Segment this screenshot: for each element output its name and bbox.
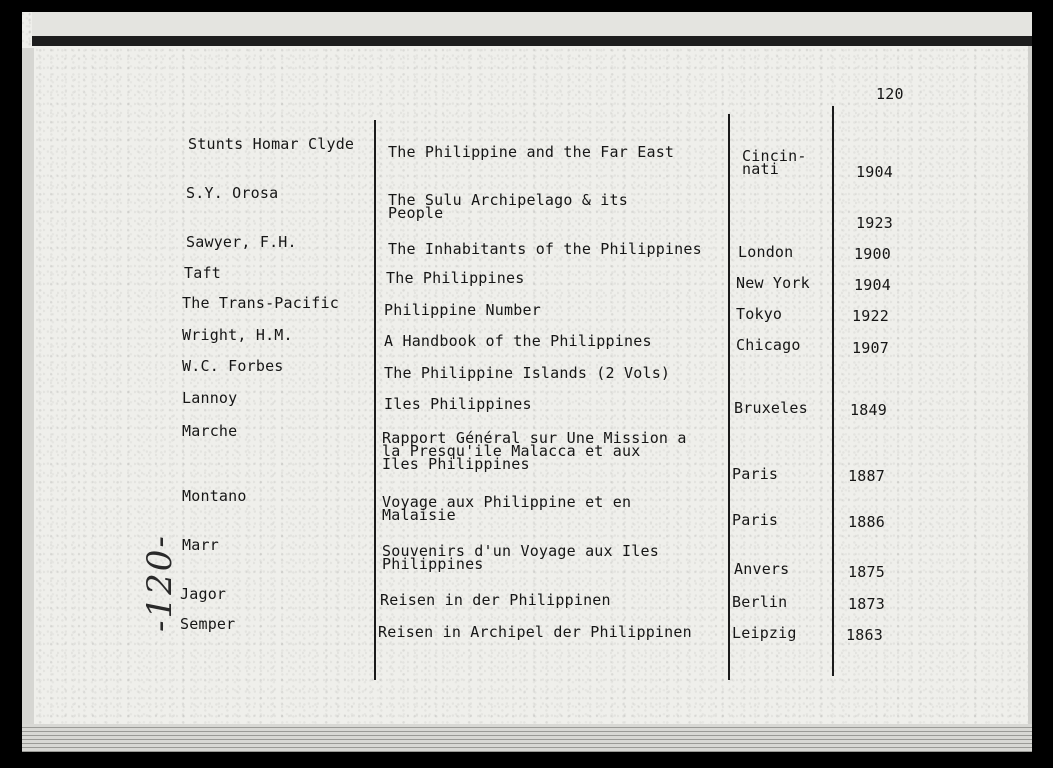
page-bottom-edge (22, 724, 1032, 752)
place-cell: Cincin- nati (742, 147, 807, 178)
year-cell: 1875 (848, 563, 885, 581)
column-rule-place-year (832, 106, 834, 676)
place-cell: Anvers (734, 560, 790, 578)
title-cell: The Inhabitants of the Philippines (388, 240, 702, 258)
place-cell: Paris (732, 511, 779, 529)
year-cell: 1887 (848, 467, 885, 485)
year-cell: 1886 (848, 513, 885, 531)
place-cell: Bruxeles (734, 399, 808, 417)
place-cell: London (738, 243, 794, 261)
author-cell: W.C. Forbes (182, 357, 284, 375)
place-cell: Tokyo (736, 305, 783, 323)
title-cell: Souvenirs d'un Voyage aux Iles Philippines (382, 542, 659, 573)
column-rule-author-title (374, 120, 376, 680)
author-cell: Wright, H.M. (182, 326, 293, 344)
place-cell: Leipzig (732, 624, 797, 642)
author-cell: Sawyer, F.H. (186, 233, 297, 251)
title-cell: Rapport Général sur Une Mission a la Presqu'ile Malacca et aux Iles Philippines (382, 429, 687, 473)
place-cell: Berlin (732, 593, 788, 611)
year-cell: 1900 (854, 245, 891, 263)
column-rule-title-place (728, 114, 730, 680)
page-left-strip (22, 48, 34, 738)
author-cell: Marr (182, 536, 219, 554)
year-cell: 1907 (852, 339, 889, 357)
author-cell: S.Y. Orosa (186, 184, 279, 202)
year-cell: 1873 (848, 595, 885, 613)
title-cell: Reisen in der Philippinen (380, 591, 611, 609)
place-cell: Chicago (736, 336, 801, 354)
author-cell: Stunts Homar Clyde (188, 135, 355, 153)
page-top-band (32, 12, 1032, 36)
author-cell: The Trans-Pacific (182, 294, 339, 312)
margin-handwritten-note: -120- (140, 534, 180, 632)
author-cell: Lannoy (182, 389, 238, 407)
year-cell: 1849 (850, 401, 887, 419)
author-cell: Montano (182, 487, 247, 505)
author-cell: Marche (182, 422, 238, 440)
author-cell: Semper (180, 615, 236, 633)
year-cell: 1922 (852, 307, 889, 325)
title-cell: A Handbook of the Philippines (384, 332, 652, 350)
title-cell: The Philippines (386, 269, 525, 287)
place-cell: New York (736, 274, 810, 292)
title-cell: The Philippine Islands (2 Vols) (384, 364, 671, 382)
author-cell: Taft (184, 264, 221, 282)
title-cell: Reisen in Archipel der Philippinen (378, 623, 692, 641)
page-right-shadow (1028, 46, 1032, 726)
title-cell: Iles Philippines (384, 395, 532, 413)
place-cell: Paris (732, 465, 779, 483)
year-cell: 1904 (856, 163, 893, 181)
title-cell: Voyage aux Philippine et en Malaisie (382, 493, 632, 524)
title-cell: Philippine Number (384, 301, 541, 319)
page-number: 120 (876, 85, 904, 103)
year-cell: 1863 (846, 626, 883, 644)
document-page (22, 12, 1032, 752)
author-cell: Jagor (180, 585, 227, 603)
title-cell: The Philippine and the Far East (388, 143, 675, 161)
title-cell: The Sulu Archipelago & its People (388, 191, 628, 222)
year-cell: 1923 (856, 214, 893, 232)
page-top-edge (32, 36, 1032, 46)
year-cell: 1904 (854, 276, 891, 294)
